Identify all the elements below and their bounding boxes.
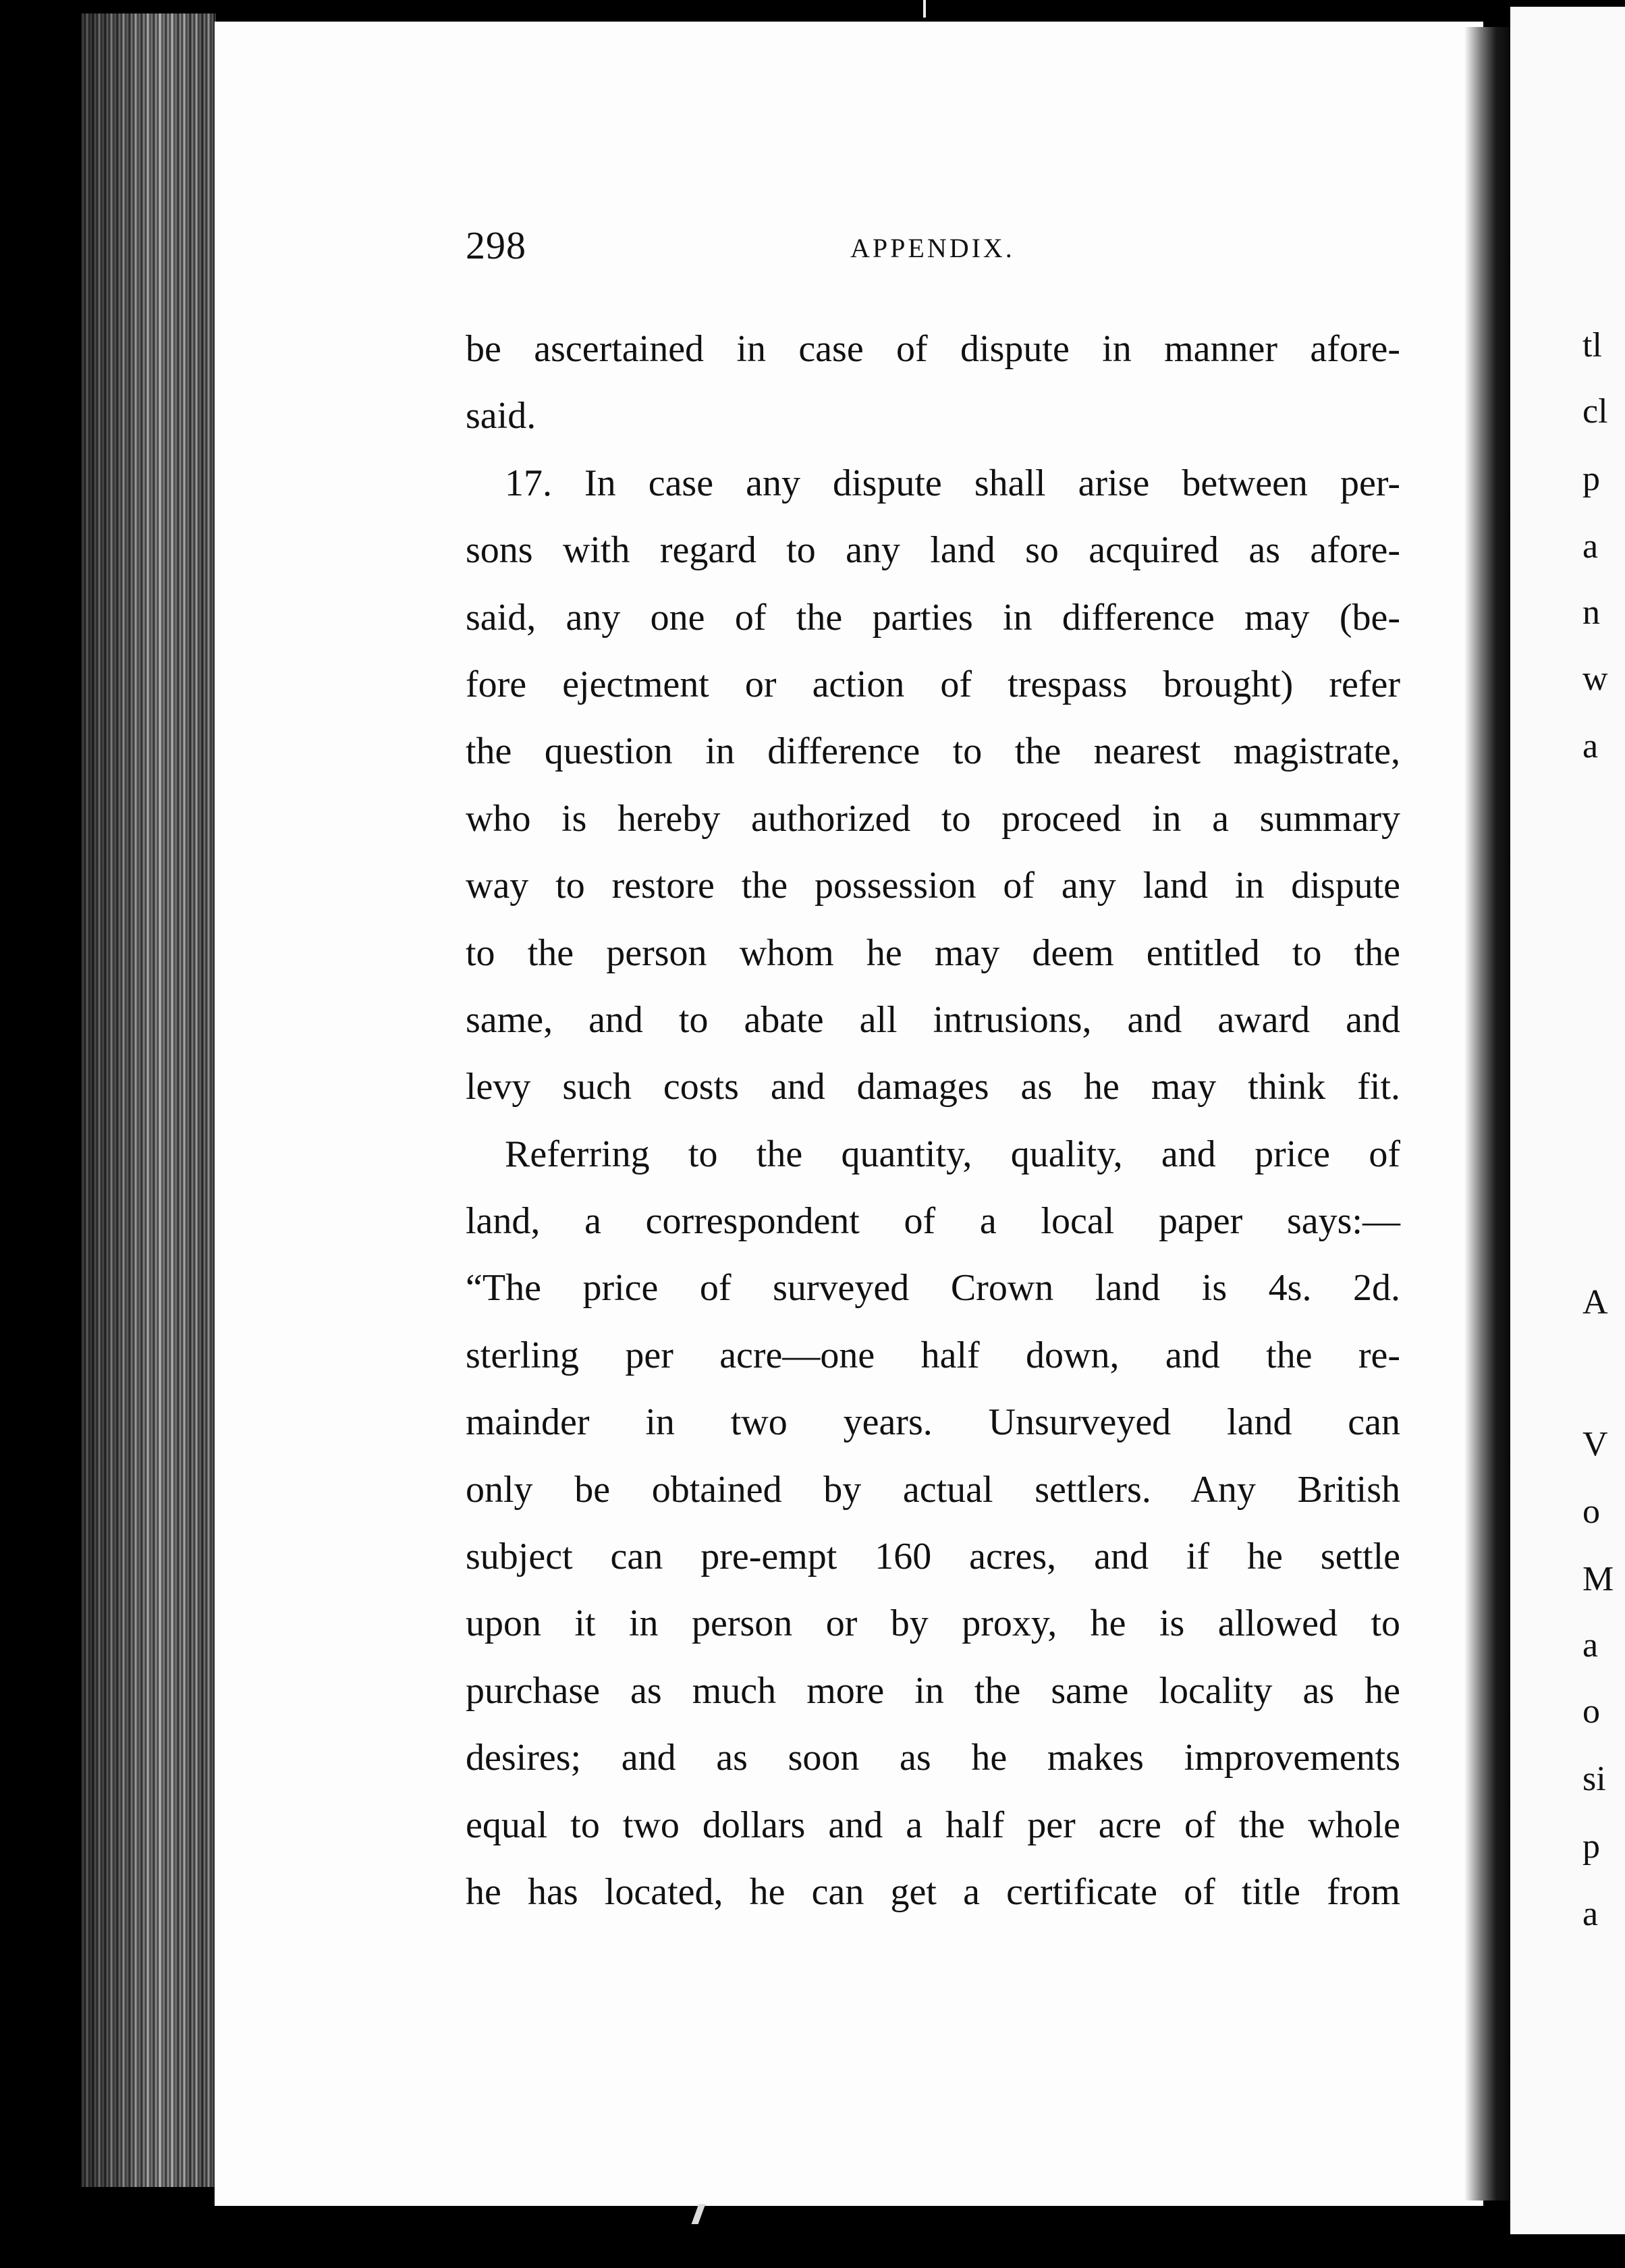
facing-page-fragment: M bbox=[1582, 1560, 1614, 1598]
text-line: subject can pre-empt 160 acres, and if he settle bbox=[466, 1536, 1400, 1578]
text-line: who is hereby authorized to proceed in a summary bbox=[466, 797, 1400, 840]
facing-page-fragment: V bbox=[1582, 1425, 1608, 1463]
text-line: to the person whom he may deem entitled to the bbox=[466, 932, 1400, 974]
paragraph bbox=[466, 450, 1400, 1121]
text-line: Referring to the quantity, quality, and price of bbox=[505, 1133, 1400, 1175]
page-number: 298 bbox=[466, 223, 526, 267]
paragraph bbox=[466, 316, 1400, 450]
text-line: sterling per acre—one half down, and the re- bbox=[466, 1334, 1400, 1376]
running-title: APPENDIX. bbox=[850, 233, 1015, 263]
text-line: levy such costs and damages as he may think fit. bbox=[466, 1066, 1400, 1108]
text-line: said. bbox=[466, 395, 536, 437]
text-line: mainder in two years. Unsurveyed land can bbox=[466, 1401, 1400, 1444]
text-line: way to restore the possession of any land in dispute bbox=[466, 865, 1400, 907]
text-line: be ascertained in case of dispute in manner afore- bbox=[466, 328, 1400, 370]
text-line: he has located, he can get a certificate of title from bbox=[466, 1870, 1400, 1913]
facing-page-fragment: n bbox=[1582, 593, 1600, 632]
facing-page-fragment: a bbox=[1582, 527, 1599, 566]
text-line: said, any one of the parties in difference may (be- bbox=[466, 596, 1400, 639]
text-line: purchase as much more in the same locality as he bbox=[466, 1669, 1400, 1712]
text-line: desires; and as soon as he makes improvements bbox=[466, 1737, 1400, 1779]
text-line: sons with regard to any land so acquired as afore- bbox=[466, 529, 1400, 572]
facing-page-fragment: tl bbox=[1582, 326, 1602, 364]
facing-page bbox=[1510, 7, 1625, 2234]
facing-page-fragment: o bbox=[1582, 1492, 1600, 1531]
paragraph bbox=[466, 1121, 1400, 1926]
facing-page-fragment: p bbox=[1582, 1827, 1600, 1866]
text-line: land, a correspondent of a local paper says:— bbox=[466, 1200, 1400, 1243]
text-line: fore ejectment or action of trespass brought) refer bbox=[466, 663, 1400, 705]
text-line: same, and to abate all intrusions, and award and bbox=[466, 998, 1400, 1041]
book-gutter bbox=[1464, 27, 1513, 2200]
running-head bbox=[466, 223, 1400, 270]
facing-page-fragment: p bbox=[1582, 460, 1600, 498]
text-line: upon it in person or by proxy, he is allowed to bbox=[466, 1602, 1400, 1645]
facing-page-fragment: a bbox=[1582, 727, 1599, 765]
text-line: 17. In case any dispute shall arise between per- bbox=[505, 462, 1400, 504]
facing-page-fragment: a bbox=[1582, 1626, 1599, 1665]
scan-artifact bbox=[692, 2204, 706, 2224]
facing-page-fragment: o bbox=[1582, 1692, 1600, 1731]
facing-page-fragment: A bbox=[1582, 1283, 1608, 1322]
text-line: only be obtained by actual settlers. Any British bbox=[466, 1468, 1400, 1511]
scan-artifact bbox=[923, 0, 926, 18]
body-text bbox=[466, 316, 1400, 1926]
facing-page-fragment: si bbox=[1582, 1760, 1606, 1798]
text-line: the question in difference to the nearest magistrate, bbox=[466, 730, 1400, 773]
facing-page-fragment: w bbox=[1582, 659, 1608, 698]
text-line: equal to two dollars and a half per acre of the whole bbox=[466, 1804, 1400, 1846]
facing-page-fragment: a bbox=[1582, 1895, 1599, 1933]
text-line: “The price of surveyed Crown land is 4s. 2d. bbox=[466, 1267, 1400, 1310]
facing-page-fragment: cl bbox=[1582, 392, 1608, 431]
page-edges bbox=[81, 14, 216, 2187]
